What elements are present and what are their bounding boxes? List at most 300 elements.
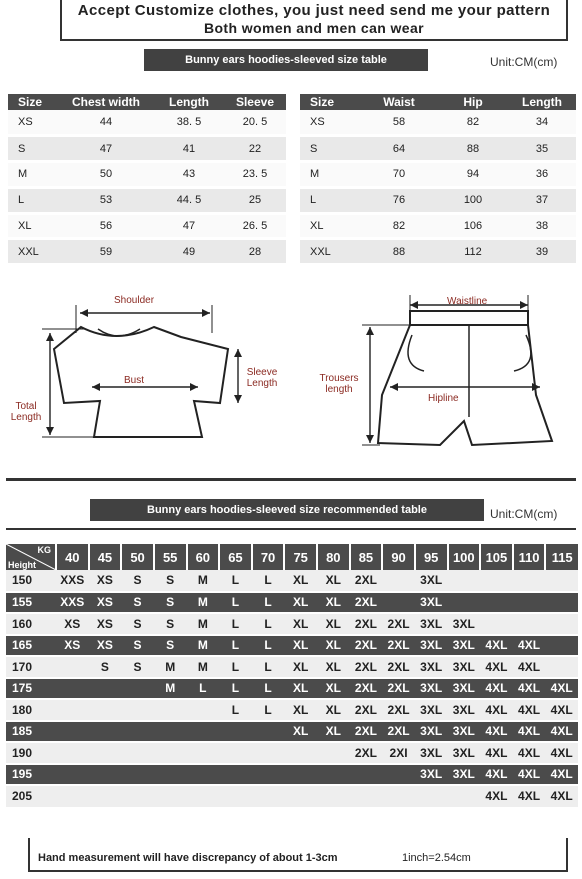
height-cell: 205 (6, 785, 56, 807)
size-cell: 4XL (513, 635, 546, 657)
size-cell (56, 699, 89, 721)
bottom-table-cell: S (300, 136, 360, 162)
size-cell (448, 570, 481, 592)
height-cell: 185 (6, 721, 56, 743)
bottom-table-cell: XS (300, 110, 360, 136)
size-cell: XL (284, 721, 317, 743)
size-cell: XXS (56, 592, 89, 614)
size-cell (56, 764, 89, 786)
size-cell (121, 742, 154, 764)
table-row (8, 239, 286, 265)
table-row (6, 699, 578, 721)
table-row (300, 213, 576, 239)
size-cell (448, 785, 481, 807)
table-row (6, 764, 578, 786)
bottom-table-cell: 64 (360, 136, 438, 162)
size-cell (219, 785, 252, 807)
size-cell (89, 764, 122, 786)
size-cell: S (154, 570, 187, 592)
size-cell (480, 570, 513, 592)
size-cell: XL (284, 570, 317, 592)
size-cell (284, 785, 317, 807)
size-cell: M (187, 656, 220, 678)
size-cell: XL (284, 656, 317, 678)
size-cell: 3XL (448, 764, 481, 786)
table-row (6, 613, 578, 635)
table-row (8, 110, 286, 136)
size-cell: 2XL (350, 678, 383, 700)
size-cell: L (219, 635, 252, 657)
size-cell: XL (284, 635, 317, 657)
bottom-table-cell: XL (300, 213, 360, 239)
size-cell: XL (317, 613, 350, 635)
kg-column-header: 100 (448, 544, 481, 570)
size-cell: 3XL (448, 678, 481, 700)
bottom-table-cell: 34 (508, 110, 576, 136)
size-cell (513, 613, 546, 635)
table-row (8, 187, 286, 213)
size-cell: 2XL (350, 613, 383, 635)
size-cell: S (154, 592, 187, 614)
size-table-banner: Bunny ears hoodies-sleeved size table (144, 49, 428, 71)
size-cell (480, 592, 513, 614)
size-cell: 4XL (480, 721, 513, 743)
size-cell: 3XL (415, 570, 448, 592)
size-cell (121, 785, 154, 807)
size-cell: 3XL (448, 613, 481, 635)
top-table-cell: 20. 5 (224, 110, 286, 136)
size-cell: 2XL (350, 592, 383, 614)
size-cell: 4XL (513, 721, 546, 743)
size-cell (219, 742, 252, 764)
size-cell (284, 764, 317, 786)
height-cell: 160 (6, 613, 56, 635)
shoulder-label: Shoulder (114, 295, 155, 306)
size-cell (89, 785, 122, 807)
size-cell (89, 699, 122, 721)
size-cell (480, 613, 513, 635)
size-cell: S (121, 592, 154, 614)
size-cell (56, 721, 89, 743)
size-cell: L (252, 656, 285, 678)
size-cell: 4XL (545, 742, 578, 764)
size-cell: 2XL (382, 613, 415, 635)
size-cell: S (121, 570, 154, 592)
size-cell: XL (284, 678, 317, 700)
size-cell (513, 570, 546, 592)
footer-note (28, 838, 568, 872)
header-line-2: Both women and men can wear (203, 20, 425, 36)
height-cell: 195 (6, 764, 56, 786)
top-table-cell: 44 (58, 110, 154, 136)
size-cell: L (219, 656, 252, 678)
size-cell: XL (317, 635, 350, 657)
size-cell (317, 764, 350, 786)
size-cell: 4XL (513, 699, 546, 721)
size-cell (154, 742, 187, 764)
size-cell: L (219, 592, 252, 614)
size-cell: S (154, 635, 187, 657)
size-cell (154, 721, 187, 743)
size-cell (545, 570, 578, 592)
size-cell: 3XL (415, 635, 448, 657)
hipline-label: Hipline (428, 393, 459, 404)
size-cell: L (252, 613, 285, 635)
bottom-table-cell: 94 (438, 162, 508, 188)
table-row (8, 136, 286, 162)
size-cell: 4XL (545, 699, 578, 721)
size-cell: 4XL (545, 678, 578, 700)
size-cell: 4XL (545, 721, 578, 743)
table-row (300, 187, 576, 213)
size-cell: XL (317, 570, 350, 592)
size-cell: 2XL (382, 635, 415, 657)
bottom-size-table (300, 94, 576, 266)
size-cell (187, 764, 220, 786)
waistline-label: Waistline (447, 296, 488, 307)
size-cell (89, 742, 122, 764)
size-cell (252, 742, 285, 764)
corner-kg-label: KG (37, 545, 51, 555)
size-cell (350, 785, 383, 807)
size-cell (317, 785, 350, 807)
size-cell: 3XL (448, 635, 481, 657)
size-cell: 2XL (382, 678, 415, 700)
bottom-table-cell: 70 (360, 162, 438, 188)
size-cell: 2XL (350, 570, 383, 592)
top-table-cell: 41 (154, 136, 224, 162)
size-cell: XL (284, 699, 317, 721)
size-cell: 2XL (350, 721, 383, 743)
size-cell (350, 764, 383, 786)
kg-column-header: 85 (350, 544, 383, 570)
size-cell (252, 764, 285, 786)
size-cell (252, 721, 285, 743)
bottom-table-cell: 82 (438, 110, 508, 136)
size-cell: L (252, 635, 285, 657)
size-cell: M (187, 635, 220, 657)
top-table-cell: 47 (154, 213, 224, 239)
top-table-header-0: Size (8, 94, 58, 110)
size-cell: S (121, 656, 154, 678)
size-cell: 2XL (350, 656, 383, 678)
recommended-size-table (6, 544, 578, 807)
top-table-cell: 53 (58, 187, 154, 213)
kg-column-header: 105 (480, 544, 513, 570)
size-cell: L (219, 678, 252, 700)
size-cell: M (187, 570, 220, 592)
bottom-table-header-1: Waist (360, 94, 438, 110)
size-cell: 3XL (448, 721, 481, 743)
bottom-table-cell: 82 (360, 213, 438, 239)
size-cell: 2XI (382, 742, 415, 764)
size-cell (415, 785, 448, 807)
size-cell: 4XL (513, 678, 546, 700)
kg-height-corner (6, 544, 56, 570)
trousers-length-label: Trousers length (319, 373, 359, 395)
size-cell: 3XL (415, 699, 448, 721)
size-cell: 4XL (480, 678, 513, 700)
size-cell: S (154, 613, 187, 635)
size-cell: 4XL (480, 635, 513, 657)
size-cell (513, 592, 546, 614)
size-cell: 2XL (382, 699, 415, 721)
top-table-cell: 50 (58, 162, 154, 188)
size-cell: 2XL (350, 699, 383, 721)
kg-column-header: 70 (252, 544, 285, 570)
size-cell: 4XL (513, 764, 546, 786)
kg-column-header: 75 (284, 544, 317, 570)
size-cell (187, 699, 220, 721)
size-cell (121, 721, 154, 743)
size-cell: 2XL (350, 742, 383, 764)
bottom-table-header-3: Length (508, 94, 576, 110)
bottom-table-cell: 58 (360, 110, 438, 136)
bottom-table-cell: 35 (508, 136, 576, 162)
size-cell (121, 678, 154, 700)
size-cell: L (252, 699, 285, 721)
size-cell (382, 570, 415, 592)
table-row (6, 742, 578, 764)
height-cell: 165 (6, 635, 56, 657)
bottom-table-header-2: Hip (438, 94, 508, 110)
shirt-diagram (6, 285, 286, 479)
bottom-table-cell: 37 (508, 187, 576, 213)
top-table-cell: 59 (58, 239, 154, 265)
top-table-cell: 25 (224, 187, 286, 213)
height-cell: 180 (6, 699, 56, 721)
divider-line-bottom (6, 528, 576, 530)
bottom-table-cell: 36 (508, 162, 576, 188)
kg-column-header: 50 (121, 544, 154, 570)
size-cell: 3XL (415, 678, 448, 700)
size-cell (317, 742, 350, 764)
header-line-1: Accept Customize clothes, you just need send me your pattern (77, 2, 551, 19)
table-row (8, 162, 286, 188)
size-cell (252, 785, 285, 807)
top-table-cell: 26. 5 (224, 213, 286, 239)
size-cell (545, 635, 578, 657)
size-cell: L (252, 592, 285, 614)
size-cell: 3XL (415, 721, 448, 743)
size-cell: L (219, 570, 252, 592)
size-cell: M (154, 656, 187, 678)
size-cell: L (252, 570, 285, 592)
size-cell: XS (89, 592, 122, 614)
size-cell: 4XL (480, 764, 513, 786)
size-table-unit: Unit:CM(cm) (490, 55, 558, 69)
size-cell (121, 699, 154, 721)
top-table-cell: 22 (224, 136, 286, 162)
size-cell (187, 785, 220, 807)
size-cell: 2XL (382, 721, 415, 743)
size-cell: S (121, 613, 154, 635)
size-cell: 4XL (513, 656, 546, 678)
kg-column-header: 60 (187, 544, 220, 570)
bottom-table-cell: 39 (508, 239, 576, 265)
size-cell (382, 592, 415, 614)
size-cell: XXS (56, 570, 89, 592)
size-cell (187, 742, 220, 764)
table-row (300, 136, 576, 162)
size-cell: 4XL (480, 785, 513, 807)
top-size-table (8, 94, 286, 266)
inch-conversion: 1inch=2.54cm (402, 852, 471, 864)
size-cell (56, 656, 89, 678)
bottom-table-cell: 88 (438, 136, 508, 162)
bottom-table-cell: 76 (360, 187, 438, 213)
height-cell: 155 (6, 592, 56, 614)
kg-column-header: 45 (89, 544, 122, 570)
top-table-cell: XXL (8, 239, 58, 265)
top-table-cell: M (8, 162, 58, 188)
top-table-cell: 56 (58, 213, 154, 239)
size-cell: 3XL (448, 699, 481, 721)
size-cell (89, 678, 122, 700)
size-cell: 4XL (480, 742, 513, 764)
recommended-unit: Unit:CM(cm) (490, 507, 558, 521)
size-cell (545, 613, 578, 635)
size-cell: 3XL (415, 656, 448, 678)
size-cell (219, 764, 252, 786)
bottom-table-cell: 112 (438, 239, 508, 265)
size-cell: M (154, 678, 187, 700)
sleeve-length-label: Sleeve Length (246, 367, 278, 389)
size-cell: S (121, 635, 154, 657)
size-cell: L (219, 613, 252, 635)
bottom-table-cell: XXL (300, 239, 360, 265)
height-cell: 175 (6, 678, 56, 700)
top-table-cell: 23. 5 (224, 162, 286, 188)
table-row (300, 110, 576, 136)
bottom-table-cell: M (300, 162, 360, 188)
top-table-header-3: Sleeve (224, 94, 286, 110)
size-cell (284, 742, 317, 764)
size-cell: XL (284, 613, 317, 635)
kg-column-header: 55 (154, 544, 187, 570)
size-cell (154, 785, 187, 807)
table-row (6, 721, 578, 743)
table-row (6, 785, 578, 807)
size-cell: L (219, 699, 252, 721)
size-cell: 2XL (350, 635, 383, 657)
bust-label: Bust (124, 375, 145, 386)
size-cell (219, 721, 252, 743)
size-cell (56, 678, 89, 700)
size-cell (545, 592, 578, 614)
top-table-cell: XS (8, 110, 58, 136)
size-cell: XS (89, 635, 122, 657)
size-cell (545, 656, 578, 678)
size-cell: XS (56, 635, 89, 657)
top-table-cell: S (8, 136, 58, 162)
table-row (8, 213, 286, 239)
table-row (300, 162, 576, 188)
height-cell: 190 (6, 742, 56, 764)
top-table-cell: 38. 5 (154, 110, 224, 136)
table-row (6, 592, 578, 614)
size-cell: 3XL (415, 742, 448, 764)
size-cell: 3XL (448, 656, 481, 678)
size-cell: XL (317, 678, 350, 700)
divider-line-top (6, 478, 576, 481)
size-cell (382, 785, 415, 807)
size-cell: 3XL (415, 764, 448, 786)
size-cell: 4XL (513, 785, 546, 807)
recommended-banner: Bunny ears hoodies-sleeved size recommended table (90, 499, 484, 521)
size-cell: 4XL (545, 785, 578, 807)
size-cell: 4XL (545, 764, 578, 786)
kg-column-header: 95 (415, 544, 448, 570)
size-cell: 4XL (480, 699, 513, 721)
kg-column-header: 90 (382, 544, 415, 570)
total-length-label: Total Length (10, 401, 42, 423)
bottom-table-cell: 106 (438, 213, 508, 239)
size-cell (448, 592, 481, 614)
size-cell: M (187, 613, 220, 635)
size-cell (89, 721, 122, 743)
corner-height-label: Height (8, 560, 36, 570)
size-cell: 3XL (415, 592, 448, 614)
size-cell (56, 785, 89, 807)
bottom-table-cell: 88 (360, 239, 438, 265)
size-cell (154, 699, 187, 721)
measurement-note: Hand measurement will have discrepancy of about 1-3cm (38, 852, 338, 864)
size-cell (187, 721, 220, 743)
size-cell: M (187, 592, 220, 614)
size-cell: XS (89, 570, 122, 592)
bottom-table-header-0: Size (300, 94, 360, 110)
size-cell: 3XL (415, 613, 448, 635)
top-table-cell: 47 (58, 136, 154, 162)
kg-column-header: 65 (219, 544, 252, 570)
size-cell: 2XL (382, 656, 415, 678)
size-cell: XL (317, 592, 350, 614)
top-table-header-1: Chest width (58, 94, 154, 110)
bottom-table-cell: 100 (438, 187, 508, 213)
size-cell: XL (317, 656, 350, 678)
height-cell: 170 (6, 656, 56, 678)
size-cell: 3XL (448, 742, 481, 764)
size-cell: XL (317, 699, 350, 721)
table-row (6, 570, 578, 592)
top-table-cell: 44. 5 (154, 187, 224, 213)
table-row (6, 656, 578, 678)
size-cell (154, 764, 187, 786)
bottom-table-cell: L (300, 187, 360, 213)
table-row (6, 635, 578, 657)
height-cell: 150 (6, 570, 56, 592)
size-cell (121, 764, 154, 786)
size-cell: XL (284, 592, 317, 614)
size-cell: XS (89, 613, 122, 635)
size-cell: L (252, 678, 285, 700)
top-table-header-2: Length (154, 94, 224, 110)
size-cell: XS (56, 613, 89, 635)
top-table-cell: 43 (154, 162, 224, 188)
kg-column-header: 80 (317, 544, 350, 570)
size-cell: S (89, 656, 122, 678)
kg-column-header: 40 (56, 544, 89, 570)
top-table-cell: 28 (224, 239, 286, 265)
top-table-cell: XL (8, 213, 58, 239)
kg-column-header: 110 (513, 544, 546, 570)
size-cell: 4XL (513, 742, 546, 764)
shorts-diagram (300, 285, 576, 479)
size-cell: XL (317, 721, 350, 743)
table-row (300, 239, 576, 265)
size-cell: L (187, 678, 220, 700)
